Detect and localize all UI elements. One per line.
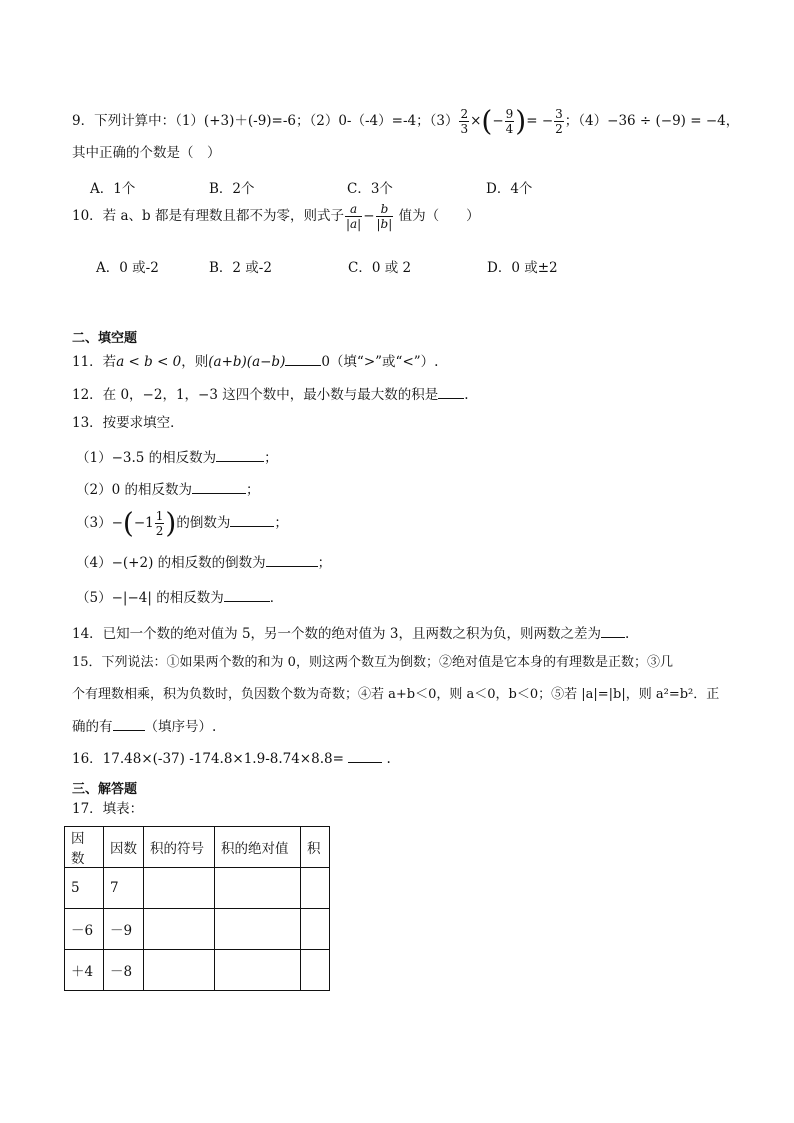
- q13-title: 13．按要求填空．: [72, 415, 184, 431]
- cell-abs[interactable]: [215, 909, 301, 950]
- q9-line1: 9．下列计算中：（1）(+3)＋(-9)=-6；（2）0-（-4）=-4；（3） $\frac{2}{3}$ ×(− $\frac{9}{4}$ )= − $\frac{3}{2}$ ；（4）−36 ÷ (−9) = −4，: [72, 104, 740, 138]
- q13-part2: （2）0 的相反数为 ；: [76, 482, 260, 498]
- q12-answer-blank[interactable]: [438, 386, 464, 399]
- q14-line: 14．已知一个数的绝对值为 5，另一个数的绝对值为 3，且两数之积为负，则两数之差为 .: [72, 626, 630, 642]
- q9-option-c: C．3个: [347, 181, 393, 197]
- header-factor-1: 因数: [65, 827, 104, 868]
- q9-option-b: B．2个: [209, 181, 255, 197]
- cell-abs[interactable]: [215, 868, 301, 909]
- cell-sign[interactable]: [144, 909, 215, 950]
- q16-answer-blank[interactable]: [348, 750, 382, 763]
- q9-fraction-9-4: $\frac{9}{4}$: [505, 107, 514, 136]
- q9-option-d: D．4个: [486, 181, 533, 197]
- q10-option-a: A．0 或-2: [96, 260, 159, 276]
- q10-prefix: 10．若 a、b 都是有理数且都不为零，则式子: [72, 208, 344, 224]
- q13-part3-blank[interactable]: [230, 514, 274, 527]
- section-fill-in-title: 二、填空题: [72, 331, 138, 346]
- q13-part5-blank[interactable]: [224, 589, 270, 602]
- q13-part2-blank[interactable]: [192, 481, 246, 494]
- q13-part4: （4）−(+2) 的相反数的倒数为 ；: [76, 555, 332, 571]
- q12-line: 12．在 0，−2，1，−3 这四个数中，最小数与最大数的积是 .: [72, 387, 469, 403]
- q10-suffix: 值为（ ）: [398, 208, 480, 224]
- q10-option-c: C．0 或 2: [348, 260, 412, 276]
- q15-line2: 个有理数相乘，积为负数时，负因数个数为奇数；④若 a+b＜0，则 a＜0，b＜0；⑤若 |a|=|b|，则 a²=b²．正: [72, 687, 720, 702]
- q9-prefix: 9．下列计算中：（1）(+3)＋(-9)=-6；（2）0-（-4）=-4；（3）: [72, 113, 459, 129]
- q17-title: 17．填表：: [72, 801, 144, 817]
- table-row: 5 7: [65, 868, 330, 909]
- table-row: －6 －9: [65, 909, 330, 950]
- q10-option-b: B．2 或-2: [209, 260, 272, 276]
- q11-answer-blank[interactable]: [285, 353, 321, 366]
- cell-product[interactable]: [301, 868, 330, 909]
- q11-line: 11．若a < b < 0，则(a+b)(a−b) 0（填“>”或“<”）.: [72, 354, 439, 370]
- cell-abs[interactable]: [215, 950, 301, 991]
- q17-table: [64, 826, 330, 991]
- q15-line3: 确的有 （填序号）.: [72, 719, 217, 735]
- q14-answer-blank[interactable]: [601, 625, 625, 638]
- q13-part1-blank[interactable]: [216, 449, 264, 462]
- table-row: ＋4 －8: [65, 950, 330, 991]
- q9-fraction-3-2: $\frac{3}{2}$: [555, 107, 563, 136]
- q10-fraction-b: $\frac{b}{|b|}$: [376, 202, 393, 231]
- section-answer-title: 三、解答题: [72, 782, 138, 797]
- q10-option-d: D．0 或±2: [487, 260, 558, 276]
- q13-part3: （3）−(−1 $\frac{1}{2}$ )的倒数为 ；: [76, 506, 288, 540]
- header-product-sign: 积的符号: [144, 827, 215, 868]
- q9-part4: ；（4）−36 ÷ (−9) = −4，: [564, 113, 740, 129]
- header-factor-2: 因数: [104, 827, 144, 868]
- q13-part4-blank[interactable]: [266, 554, 318, 567]
- q15-answer-blank[interactable]: [113, 718, 145, 731]
- cell-sign[interactable]: [144, 868, 215, 909]
- header-product: 积: [301, 827, 330, 868]
- q15-line1: 15．下列说法：①如果两个数的和为 0，则这两个数互为倒数；②绝对值是它本身的有理数是正数；③几: [72, 655, 673, 670]
- q13-fraction-1-2: $\frac{1}{2}$: [155, 509, 164, 538]
- q16-line: 16．17.48×(-37) -174.8×1.9-8.74×8.8= .: [72, 751, 391, 767]
- q10-fraction-a: $\frac{a}{|a|}$: [345, 202, 362, 231]
- q13-part1: （1）−3.5 的相反数为 ；: [76, 450, 278, 466]
- table-header-row: [65, 827, 330, 868]
- cell-product[interactable]: [301, 950, 330, 991]
- q13-part5: （5）−|−4| 的相反数为 ．: [76, 590, 284, 606]
- q10-line: 10．若 a、b 都是有理数且都不为零，则式子 $\frac{a}{|a|}$ − $\frac{b}{|b|}$ 值为（ ）: [72, 202, 480, 231]
- q9-line2: 其中正确的个数是（ ）: [72, 145, 221, 161]
- q9-option-a: A．1个: [90, 181, 136, 197]
- cell-sign[interactable]: [144, 950, 215, 991]
- q9-fraction-2-3: $\frac{2}{3}$: [460, 107, 469, 136]
- cell-product[interactable]: [301, 909, 330, 950]
- header-product-abs: 积的绝对值: [215, 827, 301, 868]
